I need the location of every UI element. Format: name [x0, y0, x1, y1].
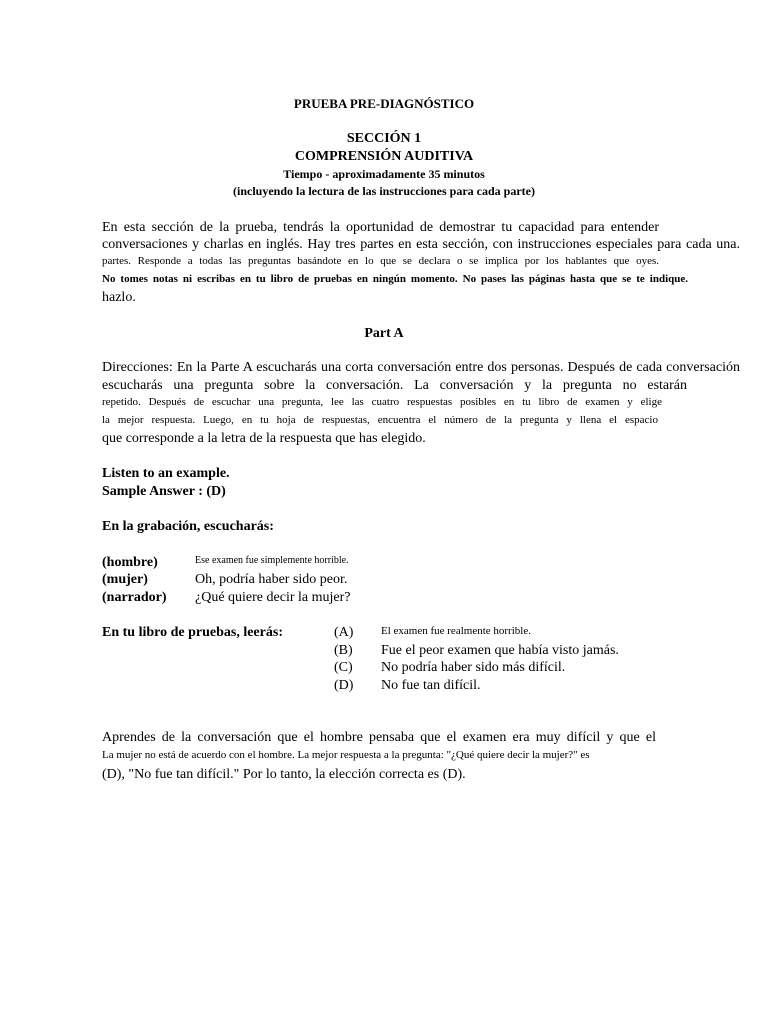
option-c-letter: (C) [334, 660, 353, 675]
directions-line-4: la mejor respuesta. Luego, en tu hoja de respuestas, encuentra el número de la pregunta y llena el espacio [102, 414, 658, 426]
intro-line-2: conversaciones y charlas en inglés. Hay tres partes en esta sección, con instrucciones especiales para cada una. [102, 237, 740, 252]
explanation-line-2: La mujer no está de acuerdo con el hombre. La mejor respuesta a la pregunta: "¿Qué quiere decir la mujer?" es [102, 749, 590, 761]
speaker-woman: (mujer) [102, 572, 148, 587]
directions-line-3: repetido. Después de escuchar una pregunta, lee las cuatro respuestas posibles en tu libro de examen y elige [102, 396, 662, 408]
part-a-heading: Part A [364, 326, 404, 341]
option-c-text: No podría haber sido más difícil. [381, 660, 566, 675]
listen-example: Listen to an example. [102, 466, 230, 481]
intro-line-3: partes. Responde a todas las preguntas basándote en lo que se declara o se implica por los hablantes que oyes. [102, 255, 659, 267]
directions-line-1: Direcciones: En la Parte A escucharás una corta conversación entre dos personas. Después de cada conversación [102, 360, 740, 375]
directions-line-5: que corresponde a la letra de la respuesta que has elegido. [102, 431, 426, 446]
dialogue-man-line: Ese examen fue simplemente horrible. [195, 555, 349, 566]
option-b-letter: (B) [334, 643, 353, 658]
section-name: COMPRENSIÓN AUDITIVA [294, 149, 474, 164]
option-d-text: No fue tan difícil. [381, 678, 481, 693]
option-d-letter: (D) [334, 678, 354, 693]
option-a-letter: (A) [334, 625, 354, 640]
option-a-text: El examen fue realmente horrible. [381, 625, 531, 637]
explanation-line-3: (D), "No fue tan difícil." Por lo tanto, la elección correcta es (D). [102, 767, 466, 782]
intro-line-4: No tomes notas ni escribas en tu libro de pruebas en ningún momento. No pases las páginas hasta que se te indique. [102, 273, 688, 285]
sample-answer: Sample Answer : (D) [102, 484, 226, 499]
explanation-line-1: Aprendes de la conversación que el hombre pensaba que el examen era muy difícil y que el [102, 730, 656, 745]
recording-heading: En la grabación, escucharás: [102, 519, 274, 534]
intro-line-5: hazlo. [102, 290, 136, 305]
time-limit: Tiempo - aproximadamente 35 minutos [283, 167, 485, 181]
speaker-narrator: (narrador) [102, 590, 167, 605]
dialogue-narrator-line: ¿Qué quiere decir la mujer? [195, 590, 351, 605]
directions-line-2: escucharás una pregunta sobre la conversación. La conversación y la pregunta no estarán [102, 378, 687, 393]
document-title: PRUEBA PRE-DIAGNÓSTICO [293, 96, 475, 111]
option-b-text: Fue el peor examen que había visto jamás. [381, 643, 619, 658]
dialogue-woman-line: Oh, podría haber sido peor. [195, 572, 348, 587]
book-heading: En tu libro de pruebas, leerás: [102, 625, 283, 640]
section-number: SECCIÓN 1 [346, 131, 422, 146]
time-note: (incluyendo la lectura de las instrucciones para cada parte) [233, 184, 535, 198]
speaker-man: (hombre) [102, 555, 158, 570]
intro-line-1: En esta sección de la prueba, tendrás la oportunidad de demostrar tu capacidad para entender [102, 220, 659, 235]
